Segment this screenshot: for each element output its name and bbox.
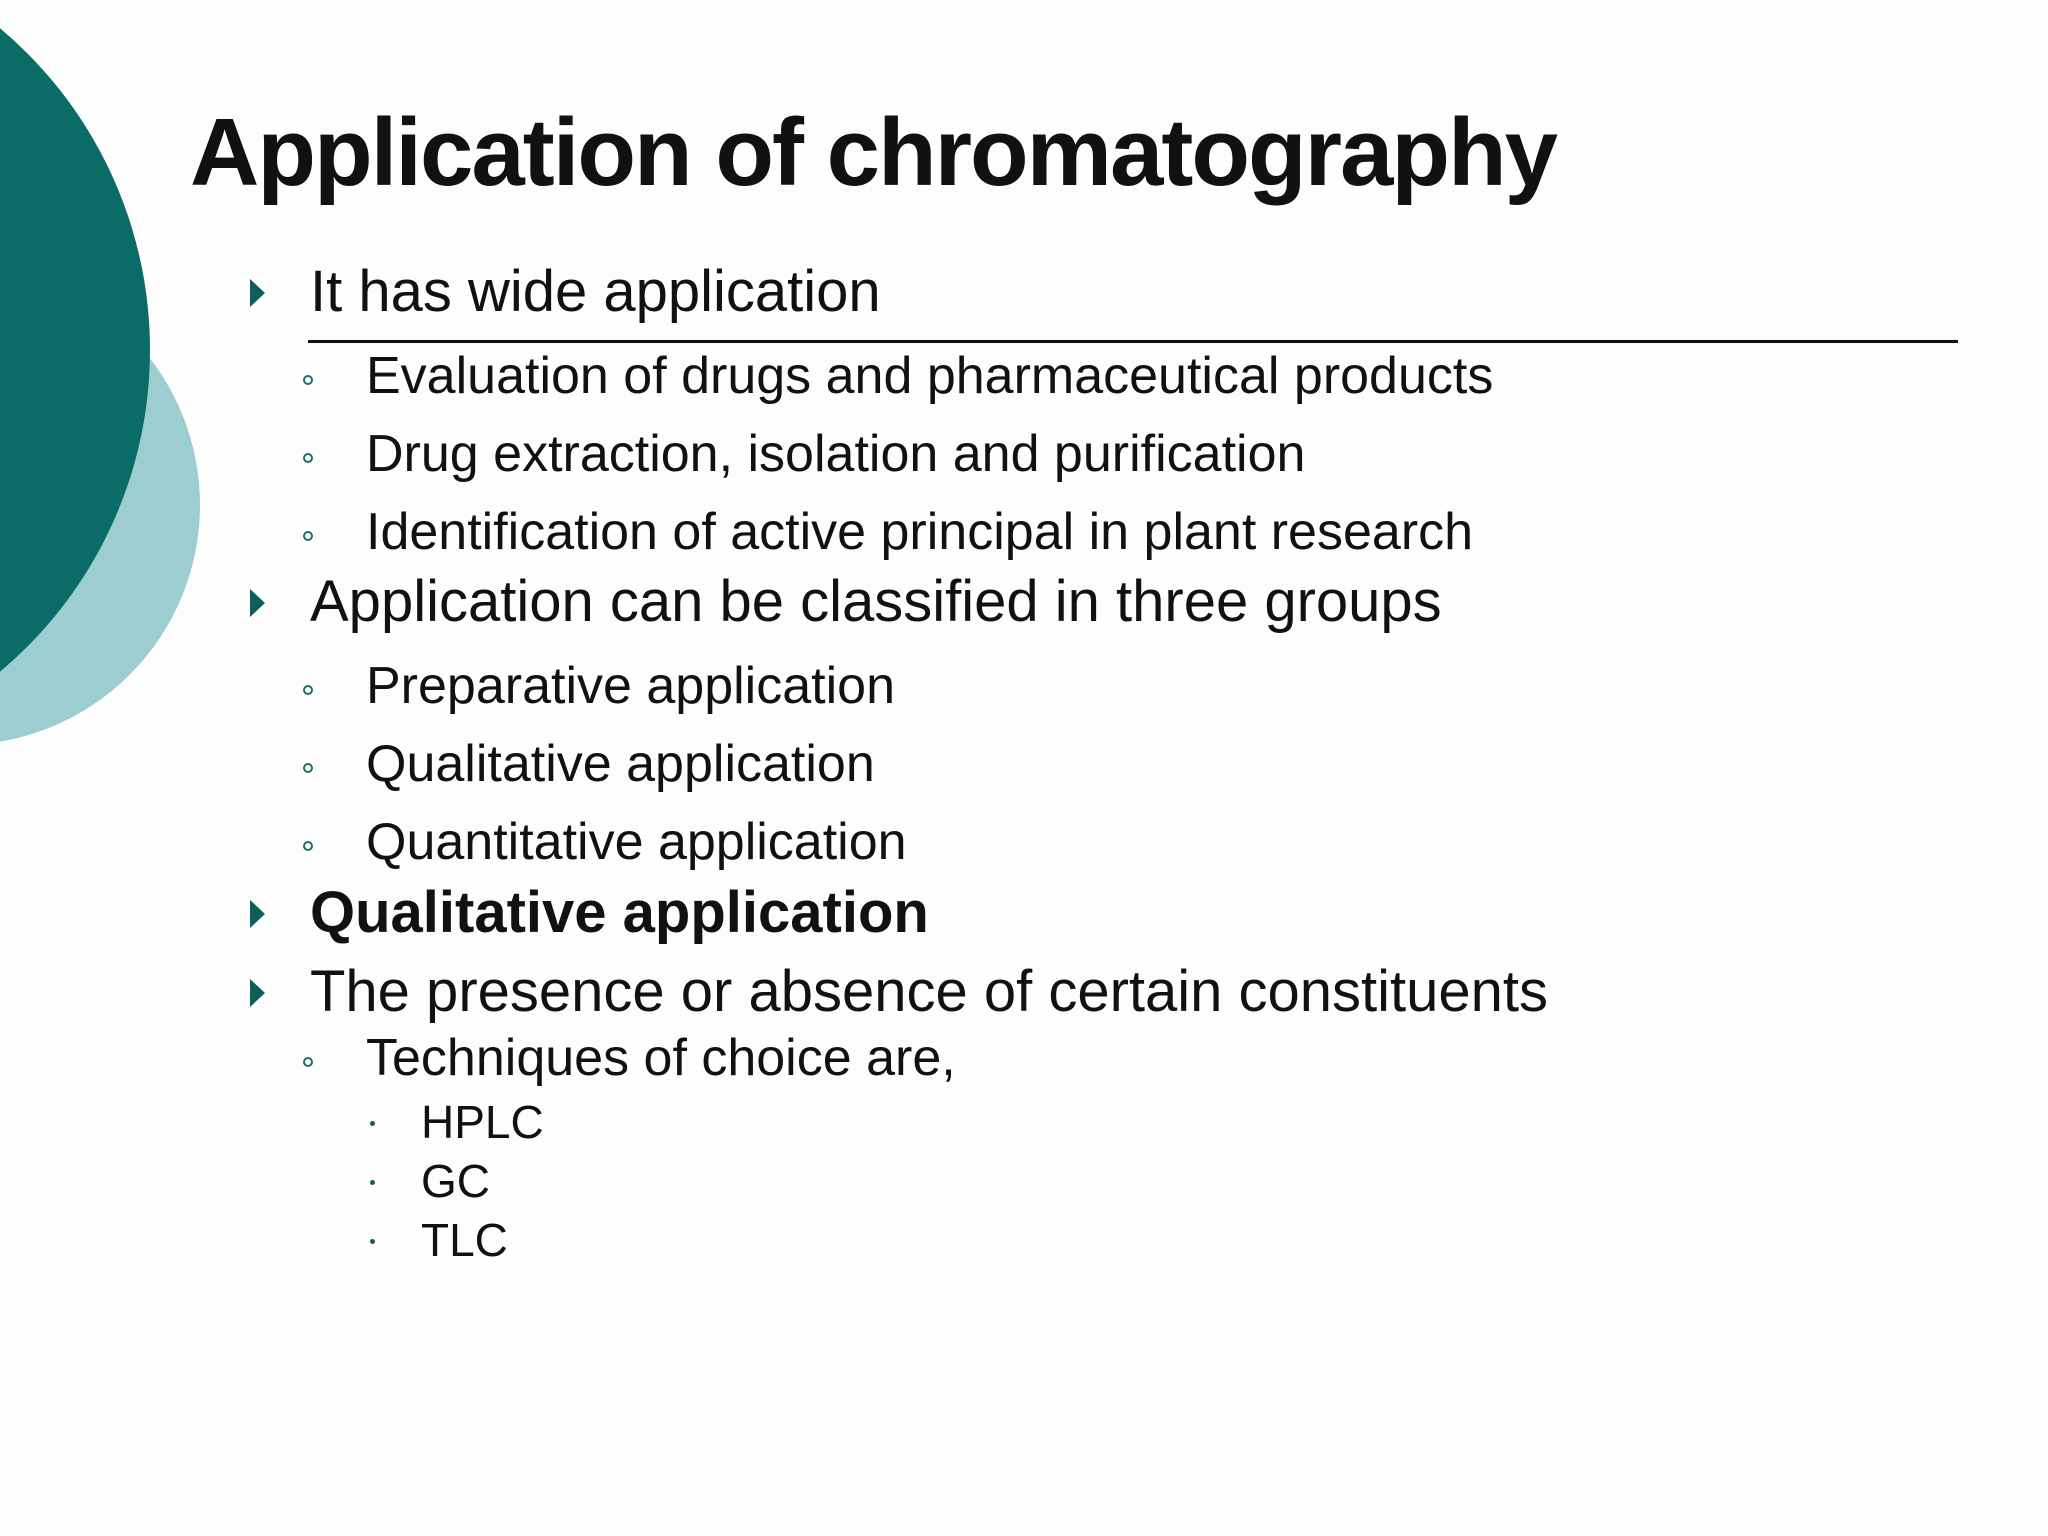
subbullet-qualitative — [300, 735, 875, 793]
subbullet-preparative — [300, 657, 895, 715]
bullet-text: TLC — [421, 1214, 508, 1266]
technique-gc — [370, 1155, 490, 1207]
bullet-text: Application can be classified in three groups — [310, 569, 1442, 634]
subbullet-evaluation — [300, 347, 1494, 405]
bullet-presence-absence — [250, 959, 1549, 1024]
circle-bullet-icon — [303, 531, 313, 541]
subbullet-techniques — [300, 1029, 956, 1087]
triangle-bullet-icon — [250, 279, 265, 307]
triangle-bullet-icon — [250, 979, 265, 1007]
subbullet-quantitative — [300, 813, 907, 871]
bullet-wide-application — [250, 259, 881, 324]
bullet-text: Qualitative application — [310, 880, 929, 945]
circle-bullet-icon — [303, 375, 313, 385]
dot-bullet-icon — [370, 1180, 375, 1185]
bullet-text: HPLC — [421, 1096, 544, 1148]
circle-bullet-icon — [303, 763, 313, 773]
bullet-text: The presence or absence of certain constituents — [310, 959, 1549, 1024]
bullet-text: Preparative application — [366, 657, 895, 715]
bullet-text: GC — [421, 1155, 490, 1207]
circle-bullet-icon — [303, 1057, 313, 1067]
bullet-text: Drug extraction, isolation and purification — [366, 425, 1306, 483]
bullet-three-groups — [250, 569, 1442, 634]
triangle-bullet-icon — [250, 900, 265, 928]
circle-bullet-icon — [303, 685, 313, 695]
slide-title: Application of chromatography — [190, 99, 1557, 206]
circle-bullet-icon — [303, 453, 313, 463]
triangle-bullet-icon — [250, 589, 265, 617]
bullet-text: Identification of active principal in plant research — [366, 503, 1474, 561]
bullet-text: Quantitative application — [366, 813, 907, 871]
bullet-text: Qualitative application — [366, 735, 875, 793]
dot-bullet-icon — [370, 1121, 375, 1126]
bullet-text: Evaluation of drugs and pharmaceutical products — [366, 347, 1494, 405]
bullet-text: Techniques of choice are, — [366, 1029, 956, 1087]
bullet-qualitative-application-heading — [250, 880, 929, 945]
bullet-text: It has wide application — [310, 259, 881, 324]
technique-tlc — [370, 1214, 508, 1266]
subbullet-extraction — [300, 425, 1306, 483]
technique-hplc — [370, 1096, 544, 1148]
dot-bullet-icon — [370, 1239, 375, 1244]
subbullet-identification — [300, 503, 1474, 561]
circle-bullet-icon — [303, 841, 313, 851]
divider-line — [308, 340, 1958, 343]
